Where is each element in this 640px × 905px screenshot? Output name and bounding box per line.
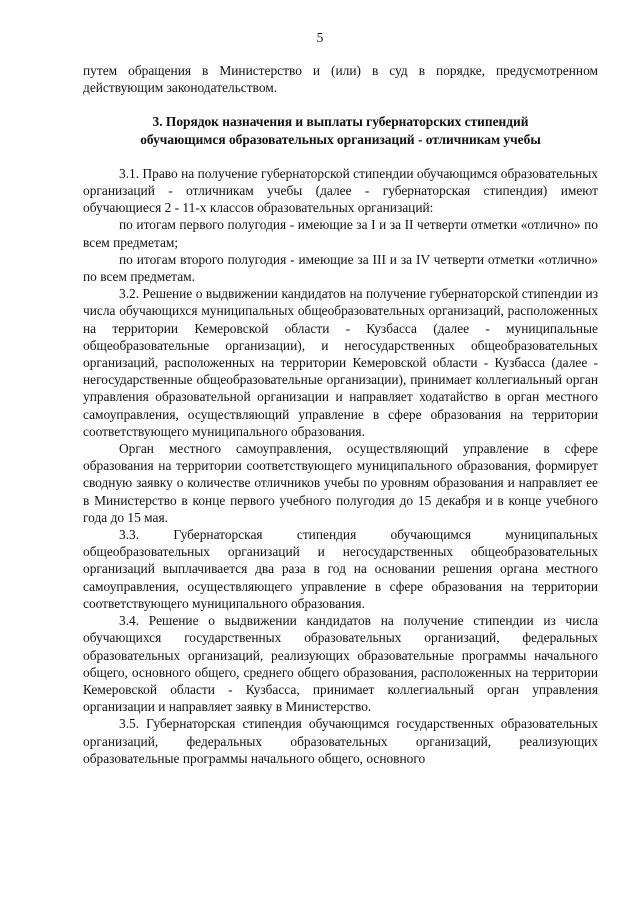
paragraph-first-half-year: по итогам первого полугодия - имеющие за I и за II четверти отметки «отлично» по всем предметам; bbox=[83, 217, 598, 250]
document-body bbox=[83, 62, 598, 767]
paragraph-3-2: 3.2. Решение о выдвижении кандидатов на получение губернаторской стипендии из числа обучающихся муниципальных общеобразовательных организаций, расположенных на территории Кемеровской области - Кузбасса (далее - муниципальные общеобразовательные организации), и негосударственных общеобразовательных организаций, расположенных на территории Кемеровской области - Кузбасса (далее - негосударственные общеобразовательные организации), принимает коллегиальный орган управления образовательной организации и направляет ходатайство в орган местного самоуправления, осуществляющий управление в сфере образования на территории соответствующего муниципального образования. bbox=[83, 286, 598, 439]
section-heading-line-2: обучающимся образовательных организаций - отличникам учебы bbox=[140, 131, 541, 147]
section-heading-line-1: 3. Порядок назначения и выплаты губернаторских стипендий bbox=[152, 114, 529, 130]
paragraph-second-half-year: по итогам второго полугодия - имеющие за III и за IV четверти отметки «отлично» по всем предметам. bbox=[83, 251, 598, 285]
paragraph-3-4: 3.4. Решение о выдвижении кандидатов на получение стипендии из числа обучающихся государственных образовательных организаций, федеральных образовательных организаций, реализующих образовательные программы начального общего, основного общего, среднего общего образования, расположенных на территории Кемеровской области - Кузбасса, принимает коллегиальный орган управления организации и направляет заявку в Министерство. bbox=[83, 613, 598, 715]
paragraph-local-authority: Орган местного самоуправления, осуществляющий управление в сфере образования на территории соответствующего муниципального образования, формирует сводную заявку о количестве отличников учебы по уровням образования и направляет ее в Министерство в конце первого учебного полугодия до 15 декабря и в конце учебного года до 15 мая. bbox=[83, 441, 598, 525]
paragraph-3-5: 3.5. Губернаторская стипендия обучающимся государственных образовательных организаций, федеральных образовательных организаций, реализующих образовательные программы начального общего, основного bbox=[83, 716, 598, 766]
section-heading bbox=[83, 113, 598, 147]
page-number: 5 bbox=[316, 30, 324, 45]
paragraph-continuation: путем обращения в Министерство и (или) в суд в порядке, предусмотренном действующим законодательством. bbox=[83, 63, 598, 96]
paragraph-3-1: 3.1. Право на получение губернаторской стипендии обучающимся образовательных организаций - отличникам учебы (далее - губернаторская стипендия) имеют обучающиеся 2 - 11-х классов образовательных организаций: bbox=[83, 165, 598, 216]
paragraph-3-3: 3.3. Губернаторская стипендия обучающимся муниципальных общеобразовательных организаций и негосударственных общеобразовательных организаций выплачивается два раза в год на основании решения органа местного самоуправления, осуществляющего управление в сфере образования на территории соответствующего муниципального образования. bbox=[83, 527, 598, 611]
